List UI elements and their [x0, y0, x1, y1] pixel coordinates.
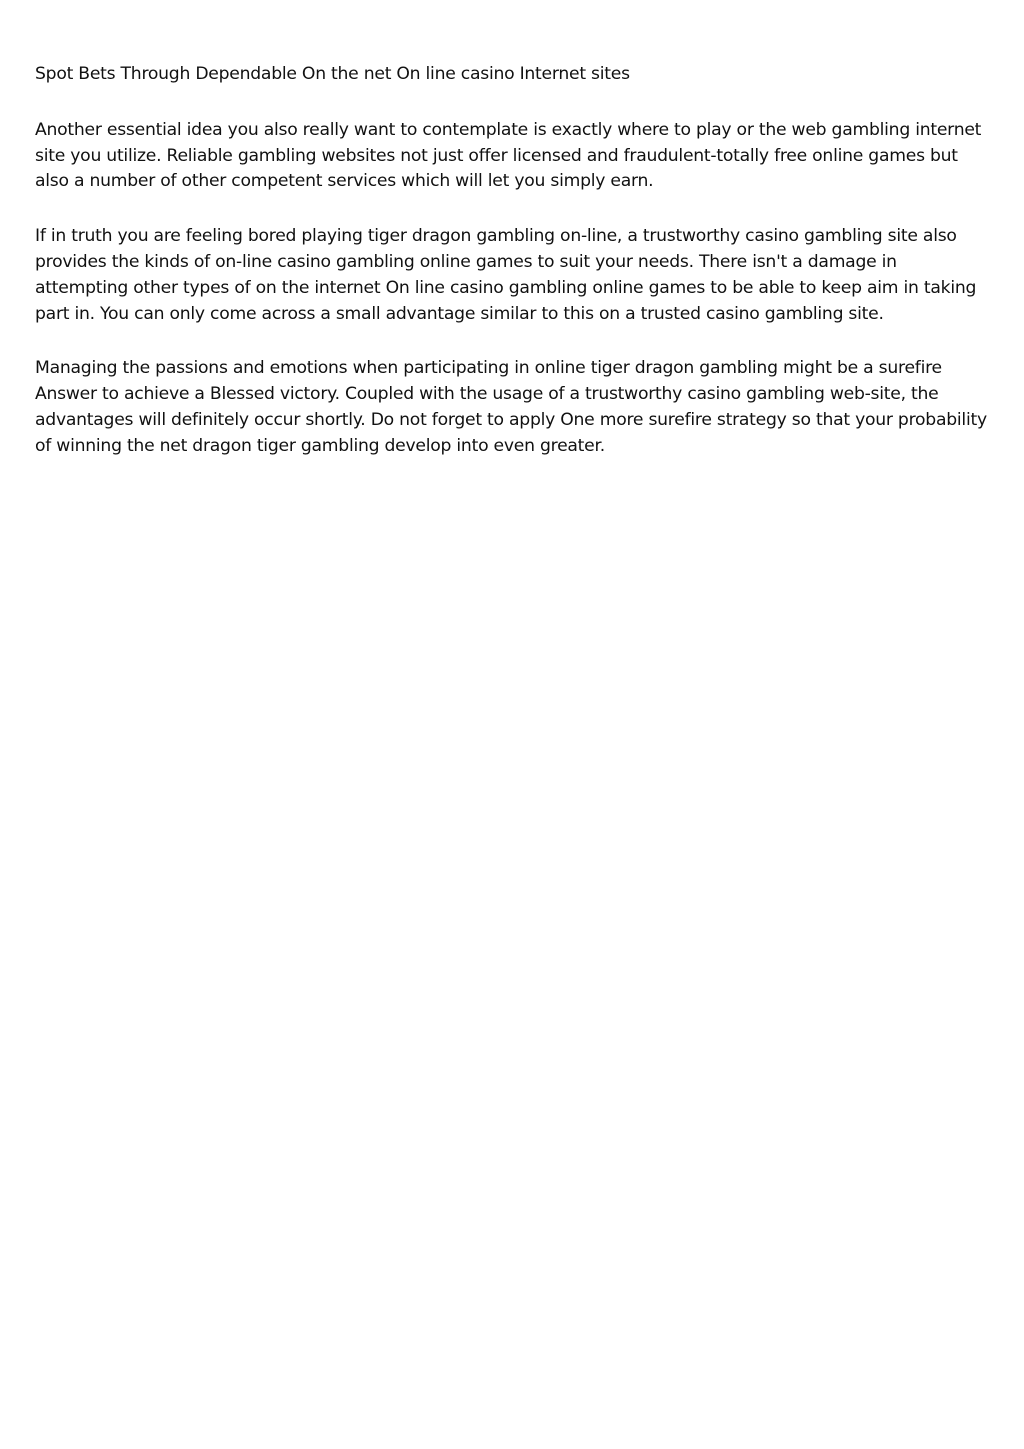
document-title: Spot Bets Through Dependable On the net On line casino Internet sites [35, 64, 630, 84]
paragraph-2: If in truth you are feeling bored playing tiger dragon gambling on-line, a trustworthy casino gambling site also provides the kinds of on-line casino gambling online games to suit your needs. There isn't a damage in attempting other types of on the internet On line casino gambling online games to be able to keep aim in taking part in. You can only come across a small advantage similar to this on a trusted casino gambling site. [35, 226, 977, 324]
document-page [35, 62, 990, 489]
paragraph-1: Another essential idea you also really want to contemplate is exactly where to play or the web gambling internet site you utilize. Reliable gambling websites not just offer licensed and fraudulent-totally free online games but also a number of other competent services which will let you simply earn. [35, 119, 982, 192]
paragraph-3: Managing the passions and emotions when participating in online tiger dragon gambling might be a surefire Answer to achieve a Blessed victory. Coupled with the usage of a trustworthy casino gambling web-site, the advantages will definitely occur shortly. Do not forget to apply One more surefire strategy so that your probability of winning the net dragon tiger gambling develop into even greater. [35, 358, 987, 456]
